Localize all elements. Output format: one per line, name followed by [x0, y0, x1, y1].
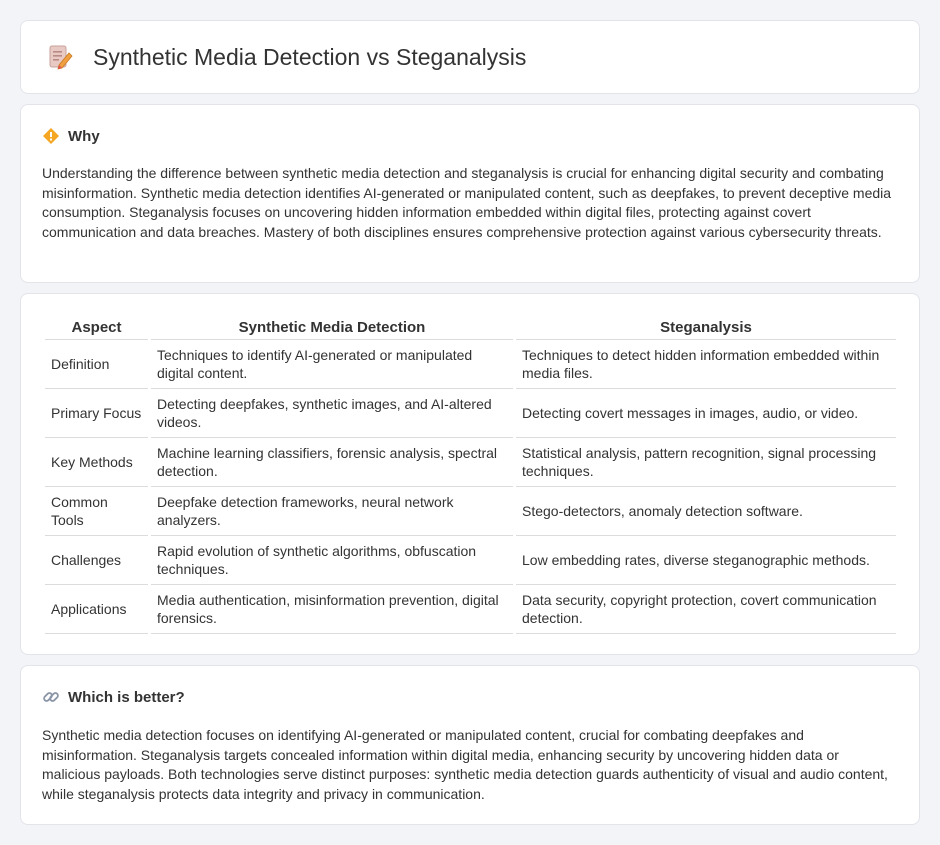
comparison-section	[20, 293, 920, 655]
comparison-table	[42, 316, 899, 634]
row-aspect: Definition	[45, 340, 148, 389]
header-aspect: Aspect	[45, 316, 148, 340]
table-row	[45, 585, 896, 634]
row-aspect: Key Methods	[45, 438, 148, 487]
row-steganalysis: Detecting covert messages in images, audio, or video.	[516, 389, 896, 438]
row-synthetic: Machine learning classifiers, forensic analysis, spectral detection.	[151, 438, 513, 487]
row-synthetic: Detecting deepfakes, synthetic images, and AI-altered videos.	[151, 389, 513, 438]
table-row	[45, 487, 896, 536]
page-title: Synthetic Media Detection vs Steganalysis	[93, 43, 527, 70]
row-steganalysis: Statistical analysis, pattern recognition, signal processing techniques.	[516, 438, 896, 487]
why-body: Understanding the difference between synthetic media detection and steganalysis is crucial for enhancing digital security and combating misinformation. Synthetic media detection identifies AI-generated or manipulated content, such as deepfakes, to prevent deceptive media consumption. Steganalysis focuses on uncovering hidden information embedded within digital files, protecting against covert communication and data breaches. Mastery of both disciplines ensures comprehensive protection against various cybersecurity threats.	[42, 165, 892, 240]
table-row	[45, 340, 896, 389]
row-aspect: Challenges	[45, 536, 148, 585]
which-is-better-body: Synthetic media detection focuses on identifying AI-generated or manipulated content, crucial for combating deepfakes and misinformation. Steganalysis targets concealed information within digital media, enhancing security by uncovering hidden data or malicious payloads. Both technologies serve distinct purposes: synthetic media detection guards authenticity of visual and audio content, while steganalysis protects data integrity and privacy in communication.	[42, 727, 888, 802]
header-steganalysis: Steganalysis	[516, 316, 896, 340]
table-row	[45, 536, 896, 585]
why-title: Why	[68, 127, 100, 145]
row-steganalysis: Low embedding rates, diverse steganographic methods.	[516, 536, 896, 585]
row-steganalysis: Data security, copyright protection, covert communication detection.	[516, 585, 896, 634]
table-row	[45, 389, 896, 438]
row-aspect: Common Tools	[45, 487, 148, 536]
row-steganalysis: Techniques to detect hidden information embedded within media files.	[516, 340, 896, 389]
header-synthetic-media-detection: Synthetic Media Detection	[151, 316, 513, 340]
row-aspect: Primary Focus	[45, 389, 148, 438]
table-row	[45, 438, 896, 487]
which-is-better-section	[20, 665, 920, 825]
row-steganalysis: Stego-detectors, anomaly detection software.	[516, 487, 896, 536]
row-synthetic: Deepfake detection frameworks, neural network analyzers.	[151, 487, 513, 536]
row-aspect: Applications	[45, 585, 148, 634]
document-pencil-icon	[47, 44, 73, 70]
which-is-better-title: Which is better?	[68, 688, 185, 706]
title-card	[20, 20, 920, 94]
link-icon	[42, 688, 60, 706]
row-synthetic: Techniques to identify AI-generated or manipulated digital content.	[151, 340, 513, 389]
row-synthetic: Media authentication, misinformation prevention, digital forensics.	[151, 585, 513, 634]
row-synthetic: Rapid evolution of synthetic algorithms, obfuscation techniques.	[151, 536, 513, 585]
table-header-row	[45, 316, 896, 340]
diamond-warning-icon	[42, 127, 60, 145]
why-section	[20, 104, 920, 283]
